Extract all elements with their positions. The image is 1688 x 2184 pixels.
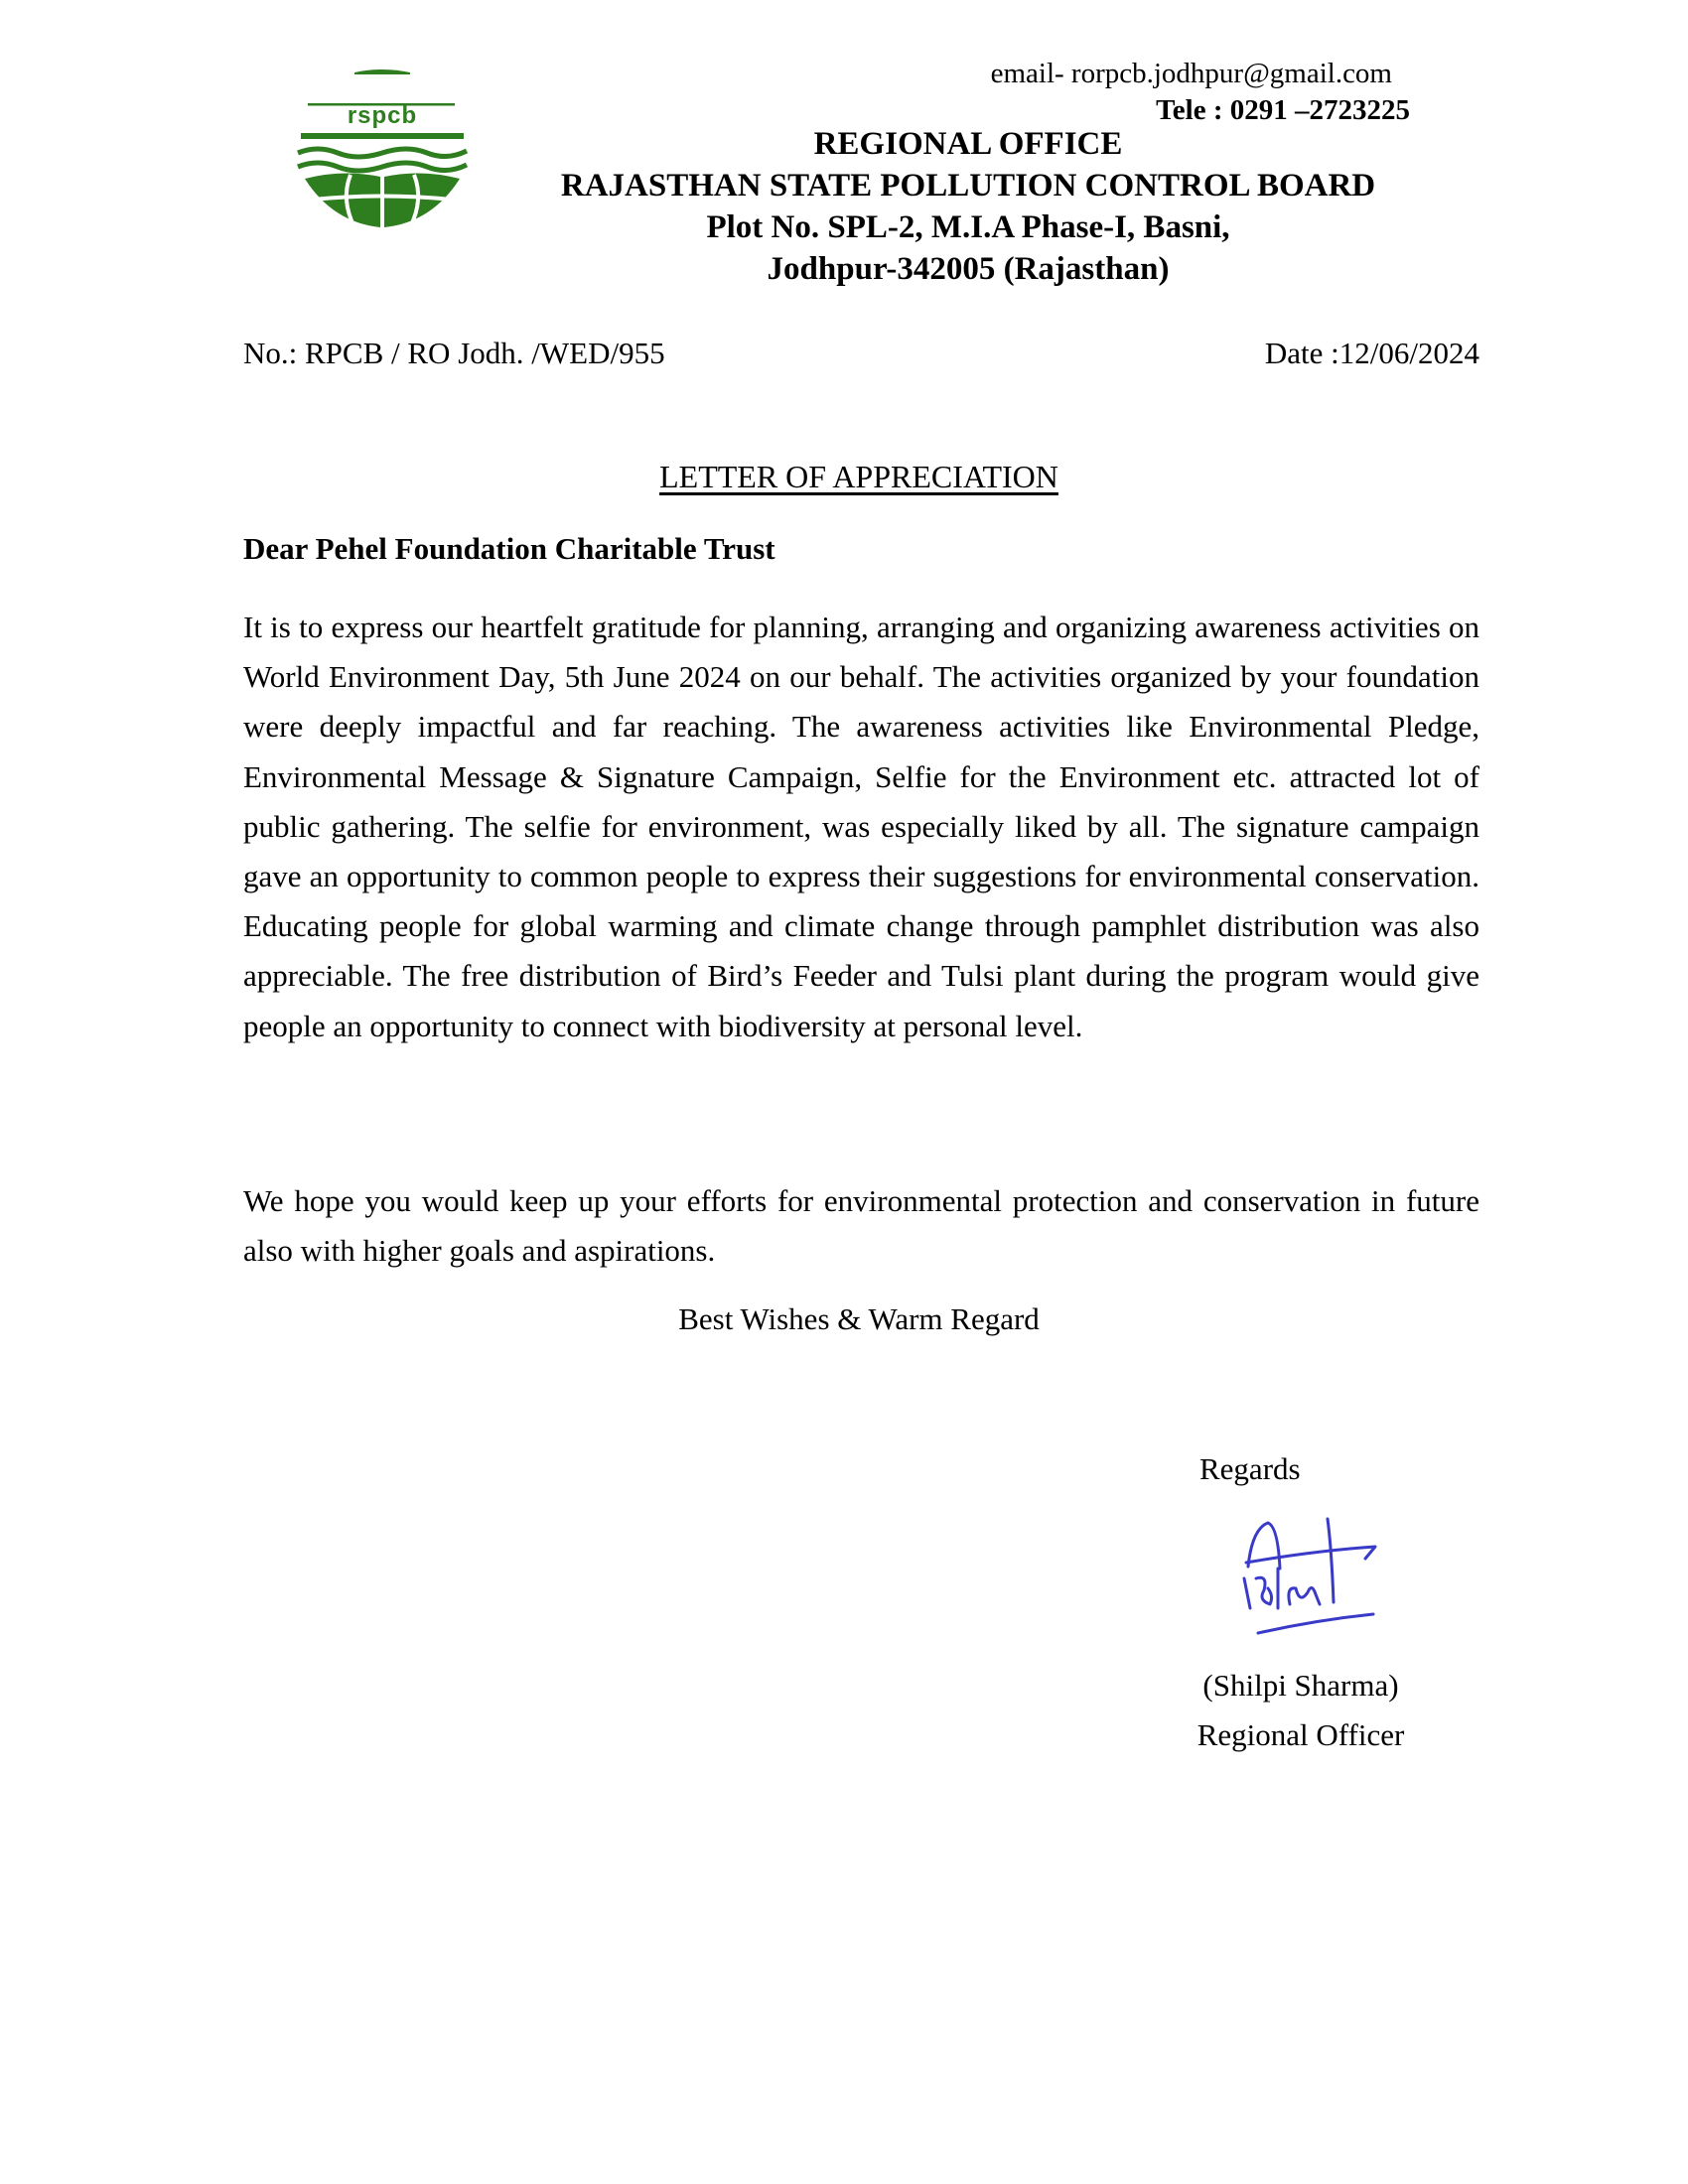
svg-text:rspcb: rspcb — [347, 102, 418, 129]
signer-name: (Shilpi Sharma) — [1202, 1668, 1399, 1703]
contact-block — [991, 56, 1410, 129]
signature — [1216, 1509, 1395, 1638]
office-line-1: REGIONAL OFFICE — [813, 126, 1123, 162]
office-line-3: Plot No. SPL-2, M.I.A Phase-I, Basni, — [706, 209, 1230, 245]
letter-subject: LETTER OF APPRECIATION — [659, 459, 1058, 494]
letter-date: Date :12/06/2024 — [1264, 336, 1479, 370]
telephone-number: Tele : 0291 –2723225 — [1156, 94, 1410, 126]
handwritten-signature-icon — [1216, 1509, 1395, 1638]
signer-block — [1172, 1661, 1430, 1760]
reference-number: No.: RPCB / RO Jodh. /WED/955 — [243, 336, 665, 370]
office-line-4: Jodhpur-342005 (Rajasthan) — [767, 251, 1170, 287]
rspcb-logo — [293, 66, 472, 229]
body-paragraph-2: We hope you would keep up your efforts for environmental protection and conservation in future also with higher goals and aspirations. — [243, 1183, 1479, 1269]
regards-label: Regards — [1199, 1451, 1301, 1486]
office-address — [496, 123, 1440, 290]
rspcb-logo-icon — [293, 66, 472, 229]
signer-title: Regional Officer — [1196, 1717, 1405, 1752]
body-paragraph-1: It is to express our heartfelt gratitude for planning, arranging and organizing awareness activities on World Environment Day, 5th June 2024 on our behalf. The activities organized by your foundation were deeply impactful and far reaching. The awareness activities like Environmental Pledge, Environmental Message & Signature Campaign, Selfie for the Environment etc. attracted lot of public gathering. The selfie for environment, was especially liked by all. The signature campaign gave an opportunity to common people to express their suggestions for environmental conservation. Educating people for global warming and climate change through pamphlet distribution was also appreciable. The free distribution of Bird’s Feeder and Tulsi plant during the program would give people an opportunity to connect with biodiversity at personal level. — [243, 610, 1479, 1043]
salutation: Dear Pehel Foundation Charitable Trust — [243, 531, 775, 566]
closing-line: Best Wishes & Warm Regard — [678, 1301, 1040, 1336]
reference-line — [243, 336, 1479, 371]
email-address: email- rorpcb.jodhpur@gmail.com — [990, 58, 1392, 89]
office-line-2: RAJASTHAN STATE POLLUTION CONTROL BOARD — [560, 168, 1376, 204]
